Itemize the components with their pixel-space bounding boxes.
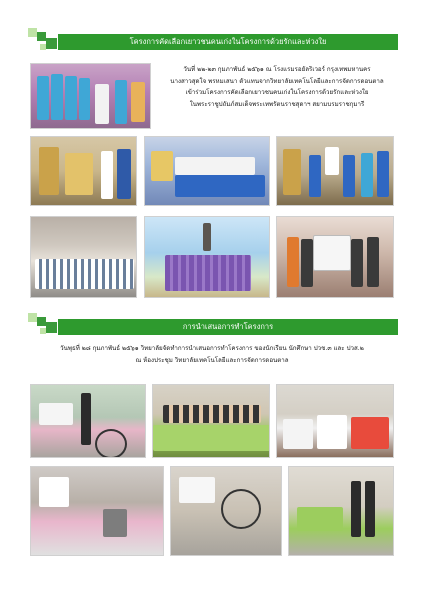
decor-square [46, 38, 57, 49]
paragraph-line: เข้าร่วมโครงการคัดเลือกเยาวชนคนเก่งในโครงการด้วยรักและห่วงใย [185, 89, 369, 96]
photo-shrine [30, 136, 137, 206]
photo-presenters-standing [288, 466, 394, 556]
decor-square [37, 317, 46, 326]
photo-monument-group [144, 216, 270, 298]
photo-students-seated [276, 384, 394, 458]
paragraph-line: ในพระราชูปถัมภ์สมเด็จพระเทพรัตนราชสุดาฯ สยามบรมราชกุมารี [189, 100, 365, 108]
photo-project-bicycle [30, 384, 146, 458]
photo-presentation-screen [170, 466, 282, 556]
decor-square [40, 328, 46, 334]
paragraph-line: วันที่ ๒๒-๒๓ กุมภาพันธ์ ๒๕๖๑ ณ โรงแรมรอยัลริเวอร์ กรุงเทพมหานคร [183, 66, 371, 73]
paragraph-line: ณ ห้องประชุม วิทยาลัยเทคโนโลยีและการจัดการดอนตาล [135, 356, 289, 364]
section-title-banner: โครงการคัดเลือกเยาวชนคนเก่งในโครงการด้วยรักและห่วงใย [58, 34, 398, 50]
photo-machine-display [30, 466, 164, 556]
photo-banner-hold [276, 216, 394, 298]
section2-paragraph [30, 343, 394, 366]
section1-paragraph [157, 64, 397, 110]
paragraph-line: วันพุธที่ ๒๘ กุมภาพันธ์ ๒๕๖๑ วิทยาลัยจัดทำการนำเสนอการทำโครงการ ของนักเรียน นักศึกษา ปวช.๓ และ ปวส.๒ [60, 345, 364, 352]
decor-square [28, 28, 37, 37]
decor-square [46, 322, 57, 333]
decor-square [40, 44, 46, 50]
decor-square [28, 313, 37, 322]
decor-square [37, 32, 46, 41]
section-title-banner: การนำเสนอการทำโครงการ [58, 319, 398, 335]
photo-group-blue-shirts [144, 136, 270, 206]
paragraph-line: นางสาวสุดใจ พรหมเสนา ตัวแทนจากวิทยาลัยเทคโนโลยีและการจัดการดอนตาล [170, 77, 384, 85]
photo-hall-group [30, 216, 137, 298]
photo-award-ceremony [30, 63, 151, 129]
photo-audience-tables [152, 384, 270, 458]
photo-presentation-stage [276, 136, 394, 206]
